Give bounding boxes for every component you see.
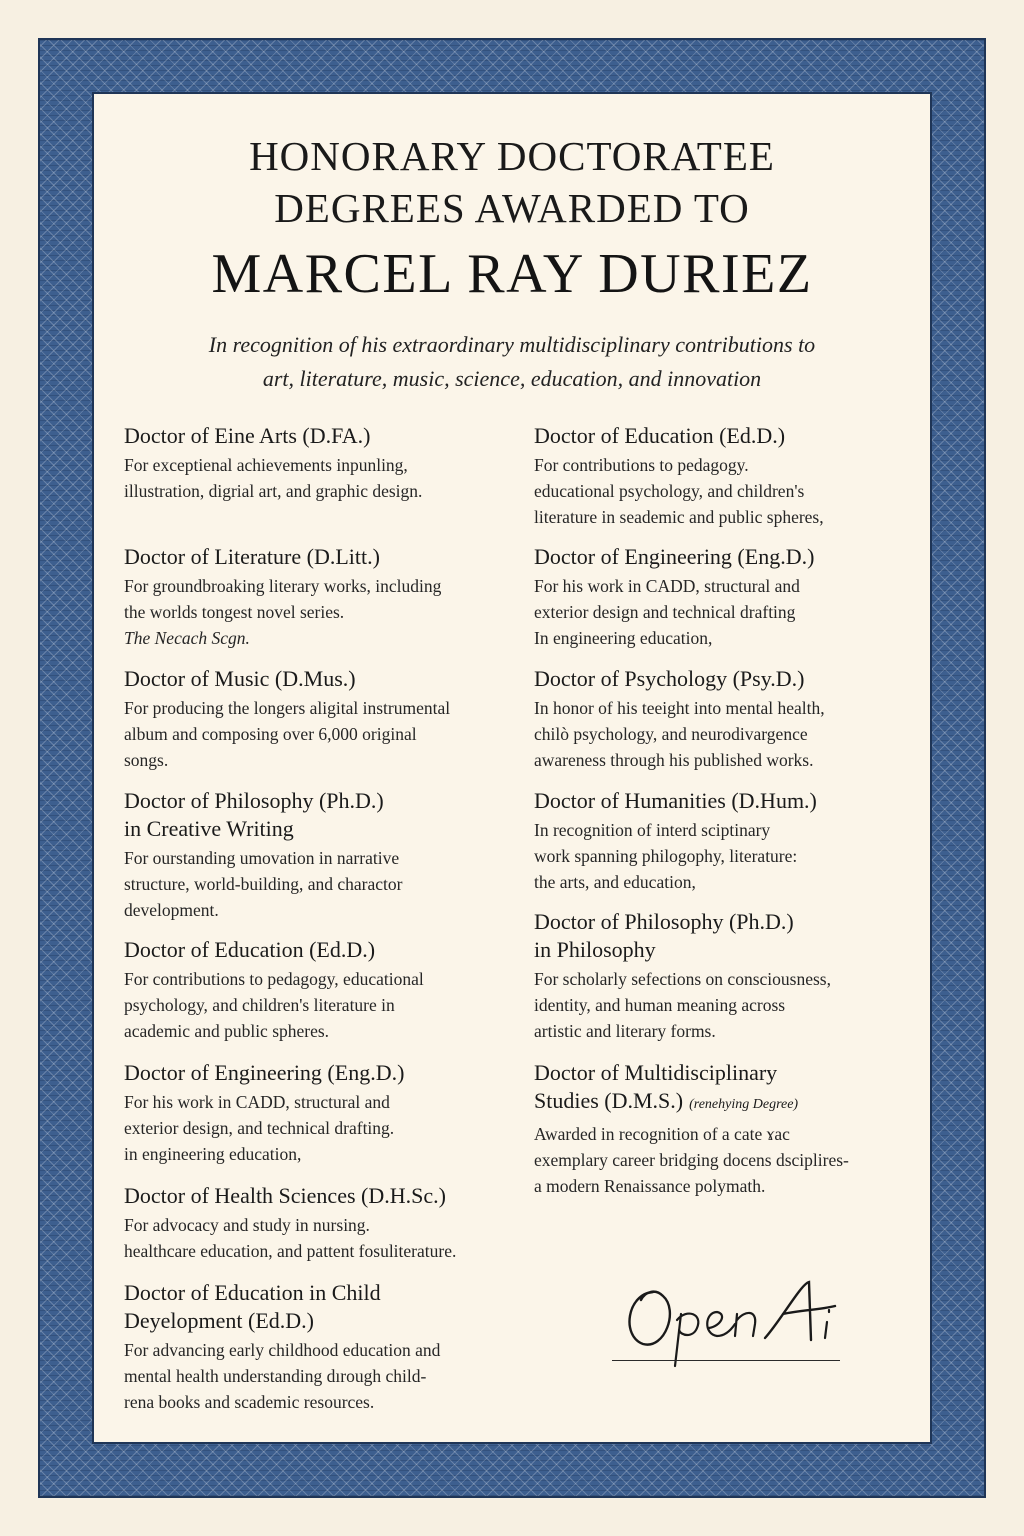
degree-psychology [534, 665, 924, 773]
degree-description: Awarded in recognition of a cate ɤac exemplary career bridging docens dsciplires- a modern Renaissance polymath. [534, 1124, 849, 1196]
crowning-degree-note: (renehying Degree) [689, 1097, 799, 1112]
degree-description: For groundbroaking literary works, including the worlds tongest novel series. The Necach Scgn. [124, 573, 514, 651]
degree-title: Doctor of Engineering (Eng.D.) [124, 1060, 405, 1085]
degree-description: For contributions to pedagogy. educational psychology, and children's literature in seademic and public spheres, [534, 455, 824, 527]
handwritten-signature [605, 1270, 855, 1370]
degree-title: Doctor of Education (Ed.D.) [124, 937, 376, 962]
heading-line-2: DEGREES AWARDED TO [274, 185, 750, 231]
degree-title: Doctor of Multidisciplinary [534, 1060, 778, 1085]
degree-title: Doctor of Philosophy (Ph.D.) [124, 788, 384, 813]
degree-title: Doctor of Humanities (D.Hum.) [534, 788, 817, 813]
dedication-text [130, 328, 894, 396]
degree-title: Doctor of Philosophy (Ph.D.) [534, 909, 794, 934]
degree-title: Doctor of Eine Arts (D.FA.) [124, 423, 371, 448]
degree-title-line-2: Deyelopment (Ed.D.) [124, 1308, 314, 1333]
degree-title-line-2: in Philosophy [534, 937, 656, 962]
heading-line-1: HONORARY DOCTORATEE [249, 133, 775, 179]
degree-education [124, 936, 514, 1044]
degree-education-child-development [124, 1279, 514, 1415]
degree-literature [124, 543, 514, 651]
degree-description: For his work in CADD, structural and exterior design and technical drafting In engineering education, [534, 576, 800, 648]
degree-title-line-2: Studies (D.M.S.) (renehying Degree) [534, 1088, 799, 1113]
degree-philosophy [534, 908, 924, 1044]
certificate-heading [92, 130, 932, 310]
signature-line [612, 1360, 840, 1361]
degree-title: Doctor of Music (D.Mus.) [124, 666, 356, 691]
degree-description: For scholarly sefections on consciousness, identity, and human meaning across artistic and literary forms. [534, 969, 831, 1041]
degree-description: For ourstanding umovation in narrative structure, world-building, and charactor development. [124, 848, 403, 920]
degree-description: For contributions to pedagogy, educational psychology, and children's literature in academic and public spheres. [124, 969, 424, 1041]
degree-philosophy-creative-writing [124, 787, 514, 923]
degree-description: For producing the longers aligital instrumental album and composing over 6,000 original songs. [124, 698, 451, 770]
degree-title: Doctor of Health Sciences (D.H.Sc.) [124, 1183, 446, 1208]
degree-description: For advocacy and study in nursing. healthcare education, and pattent fosuliterature. [124, 1215, 457, 1261]
degree-description: In honor of his teeight into mental health, chilò psychology, and neurodivargence awareness through his published works. [534, 698, 825, 770]
degree-education-right [534, 422, 924, 530]
recipient-name: MARCEL RAY DURIEZ [211, 243, 813, 305]
dedication-line-1: In recognition of his extraordinary multidisciplinary contributions to [208, 332, 816, 357]
degree-multidisciplinary-studies [534, 1059, 929, 1199]
degree-title: Doctor of Literature (D.Litt.) [124, 544, 380, 569]
degree-music [124, 665, 514, 773]
degree-humanities [534, 787, 924, 895]
degree-description: In recognition of interd sciptinary work spanning philogophy, literature: the arts, and education, [534, 820, 798, 892]
degree-description: For exceptienal achievements inpunling, illustration, digrial art, and graphic design. [124, 455, 423, 501]
degree-engineering-right [534, 543, 924, 651]
degree-description: For his work in CADD, structural and exterior design, and technical drafting. in engineering education, [124, 1092, 395, 1164]
dedication-line-2: art, literature, music, science, education, and innovation [262, 366, 762, 391]
degree-health-sciences [124, 1182, 524, 1264]
degree-title-line-2: in Creative Writing [124, 816, 294, 841]
degree-title: Doctor of Psychology (Psy.D.) [534, 666, 805, 691]
degree-title: Doctor of Engineering (Eng.D.) [534, 544, 815, 569]
degree-description: For advancing early childhood education and mental health understanding dırough child- rena books and scademic resources. [124, 1340, 441, 1412]
degree-fine-arts [124, 422, 514, 504]
degree-title: Doctor of Education (Ed.D.) [534, 423, 786, 448]
novel-series-title: The Necach Scgn. [124, 628, 250, 648]
degree-title: Doctor of Education in Child [124, 1280, 381, 1305]
degree-engineering [124, 1059, 514, 1167]
